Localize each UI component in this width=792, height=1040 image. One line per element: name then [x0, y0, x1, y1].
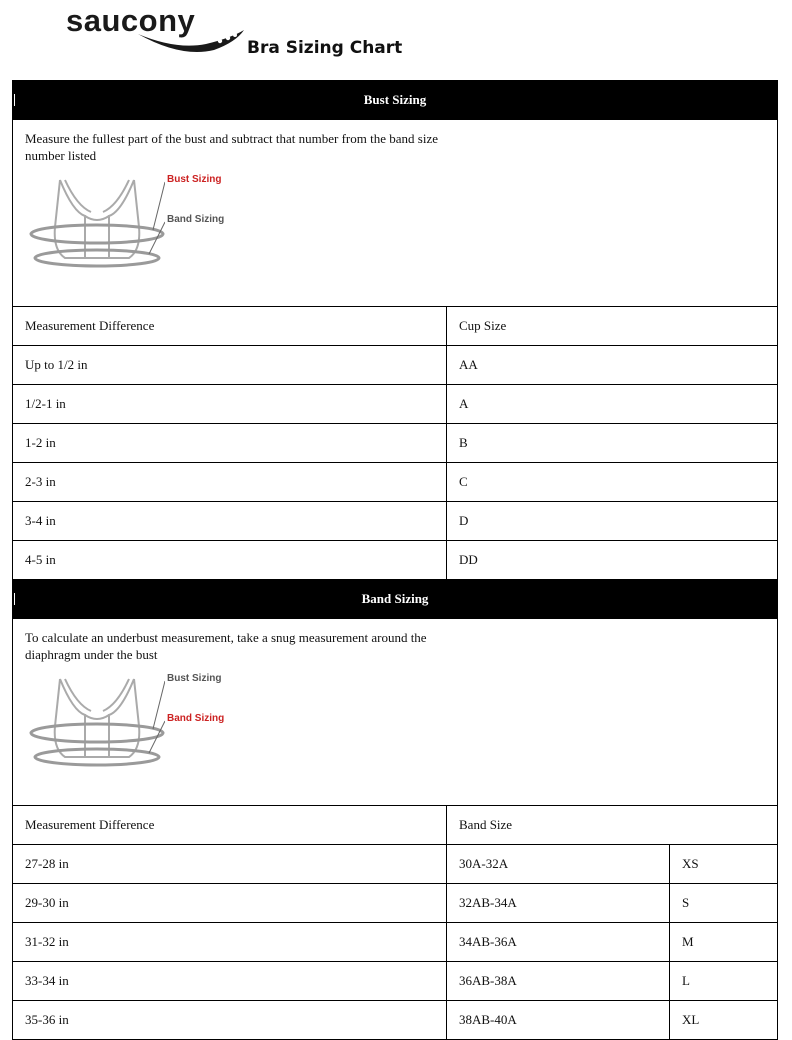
table-row — [13, 541, 778, 580]
brand-wordmark: saucony — [66, 3, 196, 38]
cup-size-cell: B — [447, 424, 778, 463]
column-header: Measurement Difference — [13, 806, 447, 845]
column-header: Cup Size — [447, 307, 778, 346]
cup-size-cell: AA — [447, 346, 778, 385]
band-size-cell: 30A-32A — [447, 845, 670, 884]
saucony-swoosh-icon — [136, 24, 246, 54]
sizing-table — [12, 80, 778, 1040]
table-row — [13, 923, 778, 962]
table-row — [13, 962, 778, 1001]
table-row — [13, 346, 778, 385]
band-figure-upper-label: Bust Sizing — [167, 673, 222, 684]
letter-size-cell: L — [670, 962, 778, 1001]
measurement-cell: 35-36 in — [13, 1001, 447, 1040]
table-row — [13, 1001, 778, 1040]
letter-size-cell: M — [670, 923, 778, 962]
bust-sizing-intro — [13, 120, 778, 307]
table-row — [13, 845, 778, 884]
measurement-cell: Up to 1/2 in — [13, 346, 447, 385]
sports-bra-illustration-icon — [25, 671, 165, 781]
document-title: Bra Sizing Chart — [247, 38, 403, 58]
measurement-cell: 1-2 in — [13, 424, 447, 463]
bust-sizing-header — [13, 81, 778, 120]
letter-size-cell: XL — [670, 1001, 778, 1040]
table-row — [13, 463, 778, 502]
band-figure-lower-label: Band Sizing — [167, 713, 225, 724]
letter-size-cell: S — [670, 884, 778, 923]
measurement-cell: 1/2-1 in — [13, 385, 447, 424]
table-row — [13, 385, 778, 424]
band-size-cell: 34AB-36A — [447, 923, 670, 962]
table-row — [13, 424, 778, 463]
bust-sizing-heading: Bust Sizing — [363, 92, 427, 107]
table-row — [13, 884, 778, 923]
measurement-cell: 27-28 in — [13, 845, 447, 884]
letter-size-cell: XS — [670, 845, 778, 884]
brand-logo — [66, 4, 195, 38]
sports-bra-illustration-icon — [25, 172, 165, 282]
band-sizing-intro — [13, 619, 778, 806]
table-row — [13, 502, 778, 541]
cup-size-cell: D — [447, 502, 778, 541]
measurement-cell: 4-5 in — [13, 541, 447, 580]
cup-size-cell: C — [447, 463, 778, 502]
bust-column-headers — [13, 307, 778, 346]
bust-instructions: Measure the fullest part of the bust and subtract that number from the band size number listed — [25, 131, 438, 163]
cup-size-cell: DD — [447, 541, 778, 580]
band-instructions: To calculate an underbust measurement, take a snug measurement around the diaphragm under the bust — [25, 630, 427, 662]
band-size-cell: 36AB-38A — [447, 962, 670, 1001]
band-size-cell: 38AB-40A — [447, 1001, 670, 1040]
measurement-cell: 29-30 in — [13, 884, 447, 923]
bust-sizing-figure — [25, 172, 255, 282]
column-header: Band Size — [447, 806, 778, 845]
column-header: Measurement Difference — [13, 307, 447, 346]
measurement-cell: 2-3 in — [13, 463, 447, 502]
measurement-cell: 33-34 in — [13, 962, 447, 1001]
band-size-cell: 32AB-34A — [447, 884, 670, 923]
band-sizing-header — [13, 580, 778, 619]
measurement-cell: 31-32 in — [13, 923, 447, 962]
bust-figure-upper-label: Bust Sizing — [167, 174, 222, 185]
band-sizing-figure — [25, 671, 255, 781]
band-column-headers — [13, 806, 778, 845]
measurement-cell: 3-4 in — [13, 502, 447, 541]
cup-size-cell: A — [447, 385, 778, 424]
band-sizing-heading: Band Sizing — [361, 591, 429, 606]
bust-figure-lower-label: Band Sizing — [167, 214, 225, 225]
